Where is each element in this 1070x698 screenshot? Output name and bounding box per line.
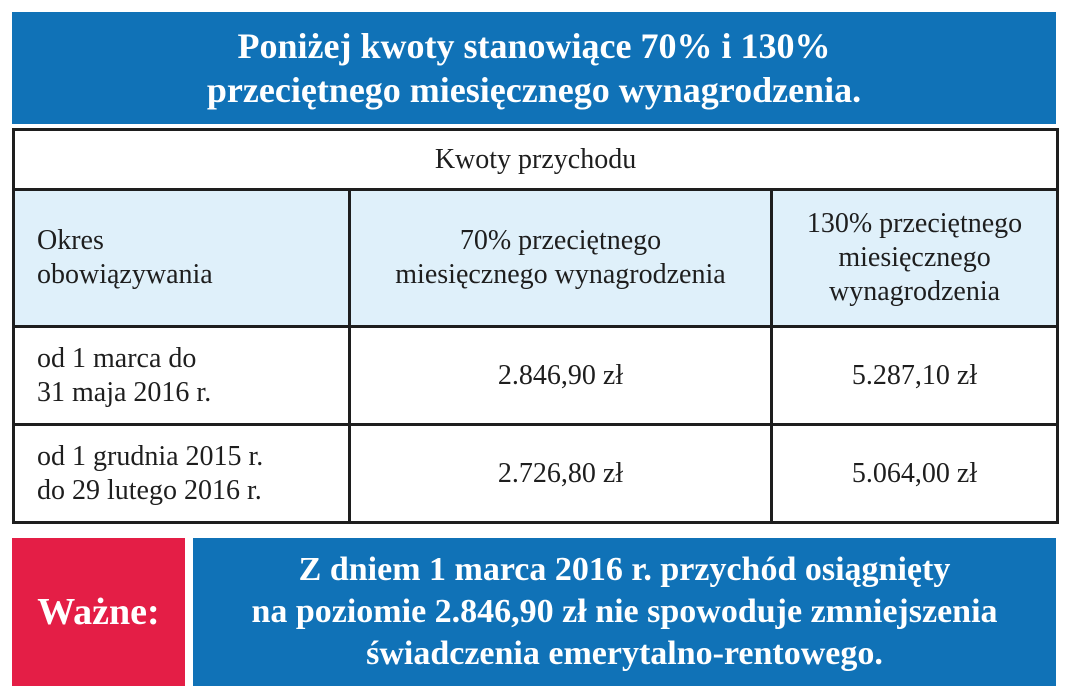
notice-line-3: świadczenia emerytalno-rentowego.	[366, 635, 883, 672]
income-amounts-table	[12, 128, 1059, 524]
important-label: Ważne:	[12, 538, 185, 686]
notice-line-1: Z dniem 1 marca 2016 r. przychód osiągnięty	[298, 551, 951, 588]
table-title-row	[14, 130, 1058, 190]
banner-line-2: przeciętnego miesięcznego wynagrodzenia.	[206, 70, 862, 110]
banner-line-1: Poniżej kwoty stanowiące 70% i 130%	[237, 26, 831, 66]
notice-line-2: na poziomie 2.846,90 zł nie spowoduje zmniejszenia	[251, 593, 998, 630]
value-130-cell: 5.064,00 zł	[772, 425, 1058, 523]
table-row	[14, 425, 1058, 523]
period-cell: od 1 grudnia 2015 r. do 29 lutego 2016 r.	[14, 425, 350, 523]
title-banner	[12, 12, 1056, 124]
header-130-percent: 130% przeciętnego miesięcznego wynagrodzenia	[772, 190, 1058, 327]
table-title: Kwoty przychodu	[14, 130, 1058, 190]
header-70-percent: 70% przeciętnego miesięcznego wynagrodzenia	[350, 190, 772, 327]
important-notice	[193, 538, 1056, 686]
period-cell: od 1 marca do 31 maja 2016 r.	[14, 327, 350, 425]
value-70-cell: 2.726,80 zł	[350, 425, 772, 523]
value-70-cell: 2.846,90 zł	[350, 327, 772, 425]
table-row	[14, 327, 1058, 425]
header-period: Okres obowiązywania	[14, 190, 350, 327]
value-130-cell: 5.287,10 zł	[772, 327, 1058, 425]
table-header-row	[14, 190, 1058, 327]
